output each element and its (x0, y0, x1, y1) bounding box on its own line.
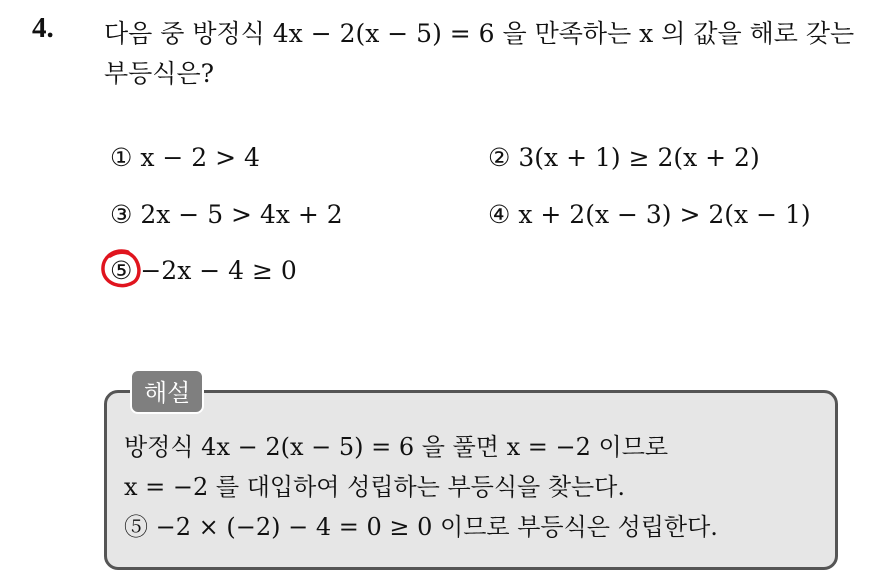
choice-4[interactable]: ④ x + 2(x − 3) > 2(x − 1) (488, 200, 811, 229)
solution-line-2: x = −2 를 대입하여 성립하는 부등식을 찾는다. (124, 473, 625, 501)
choice-3[interactable]: ③ 2x − 5 > 4x + 2 (110, 200, 343, 229)
choice-1[interactable]: ① x − 2 > 4 (110, 143, 260, 172)
question-text-line2: 부등식은? (104, 59, 215, 88)
question-text-line1: 다음 중 방정식 4x − 2(x − 5) = 6 을 만족하는 x 의 값을 해로 갖는 (104, 19, 855, 48)
solution-line-3: ⑤ −2 × (−2) − 4 = 0 ≥ 0 이므로 부등식은 성립한다. (124, 513, 718, 541)
question-number: 4. (32, 12, 54, 44)
solution-line-1: 방정식 4x − 2(x − 5) = 6 을 풀면 x = −2 이므로 (124, 433, 669, 461)
choice-5[interactable]: ⑤ −2x − 4 ≥ 0 (110, 256, 297, 285)
solution-tag: 해설 (130, 369, 204, 414)
answer-circle-mark (98, 246, 144, 292)
choice-2[interactable]: ② 3(x + 1) ≥ 2(x + 2) (488, 143, 760, 172)
